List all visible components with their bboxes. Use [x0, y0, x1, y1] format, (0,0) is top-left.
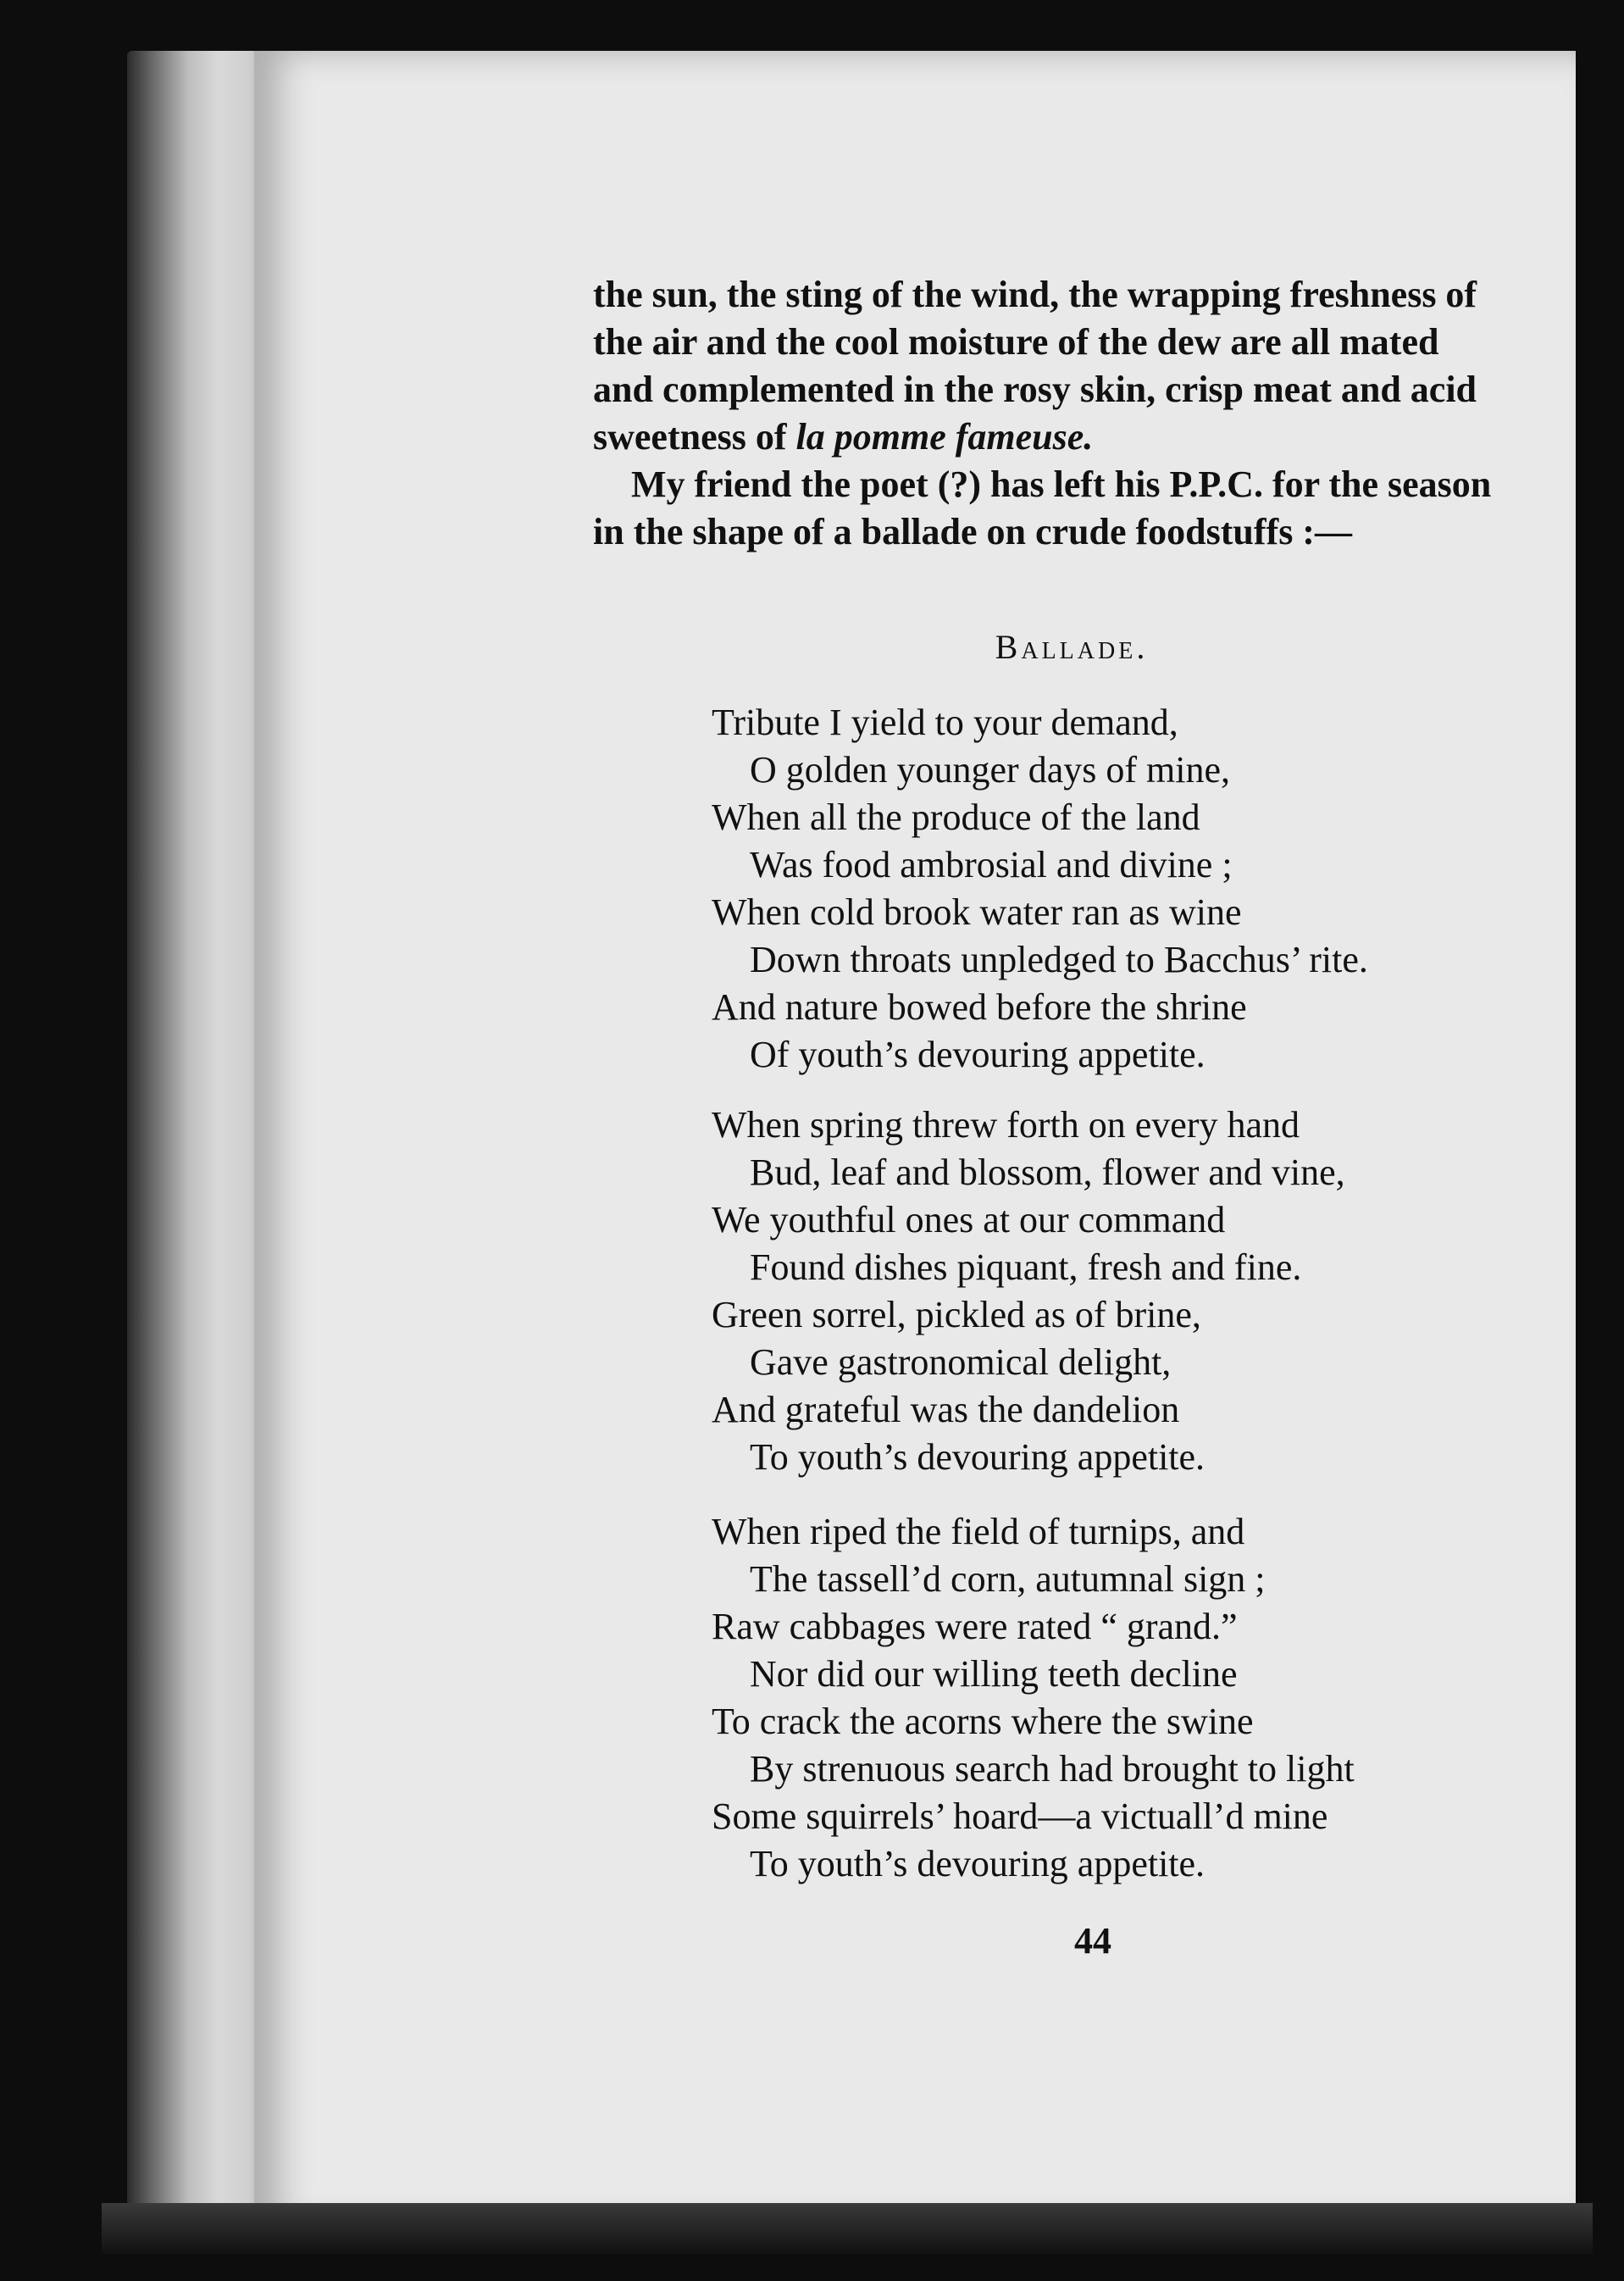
verse-line: Some squirrels’ hoard—a victuall’d mine [712, 1795, 1328, 1837]
stanza-2 [712, 1102, 1559, 1481]
verse-line: Gave gastronomical delight, [750, 1341, 1172, 1383]
verse-line: Down throats unpledged to Bacchus’ rite. [750, 939, 1368, 980]
page-number: 44 [1074, 1920, 1111, 1962]
verse-line: Of youth’s devouring appetite. [750, 1034, 1206, 1075]
stanza-1 [712, 699, 1559, 1079]
verse-line: To youth’s devouring appetite. [750, 1436, 1206, 1478]
prose-line: the sun, the sting of the wind, the wrapping freshness of [593, 274, 1477, 315]
paragraph-1 [593, 271, 1550, 461]
verse-line: To crack the acorns where the swine [712, 1701, 1254, 1742]
prose-line: and complemented in the rosy skin, crisp meat and acid [593, 369, 1477, 410]
verse-line: O golden younger days of mine, [750, 749, 1230, 791]
verse-line: The tassell’d corn, autumnal sign ; [750, 1558, 1266, 1600]
verse-line: To youth’s devouring appetite. [750, 1843, 1206, 1884]
ballad-title: Ballade. [995, 628, 1149, 666]
prose-block [593, 271, 1550, 556]
paragraph-2 [593, 461, 1550, 556]
page-edge-shadow [102, 2203, 1593, 2254]
verse-line: And nature bowed before the shrine [712, 986, 1247, 1028]
verse-line: Green sorrel, pickled as of brine, [712, 1294, 1201, 1335]
prose-line: the air and the cool moisture of the dew are all mated [593, 321, 1439, 363]
verse-line: Was food ambrosial and divine ; [750, 844, 1233, 885]
prose-line: in the shape of a ballade on crude foodstuffs :— [593, 511, 1352, 552]
stanza-3 [712, 1508, 1559, 1888]
verse-line: When cold brook water ran as wine [712, 891, 1242, 933]
prose-line: My friend the poet (?) has left his P.P.C. for the season [631, 463, 1492, 505]
prose-line: sweetness of [593, 416, 796, 458]
verse-line: We youthful ones at our command [712, 1199, 1226, 1240]
verse-line: When spring threw forth on every hand [712, 1104, 1300, 1146]
verse-line: Tribute I yield to your demand, [712, 702, 1178, 743]
verse-line: By strenuous search had brought to light [750, 1748, 1355, 1790]
verse-line: And grateful was the dandelion [712, 1389, 1180, 1430]
verse-line: Nor did our willing teeth decline [750, 1653, 1238, 1695]
verse-line: Bud, leaf and blossom, flower and vine, [750, 1152, 1345, 1193]
verse-line: When all the produce of the land [712, 796, 1200, 838]
prose-italic-phrase: la pomme fameuse. [795, 416, 1094, 458]
verse-line: When riped the field of turnips, and [712, 1511, 1245, 1552]
verse-line: Found dishes piquant, fresh and fine. [750, 1246, 1302, 1288]
verse-line: Raw cabbages were rated “ grand.” [712, 1606, 1238, 1647]
